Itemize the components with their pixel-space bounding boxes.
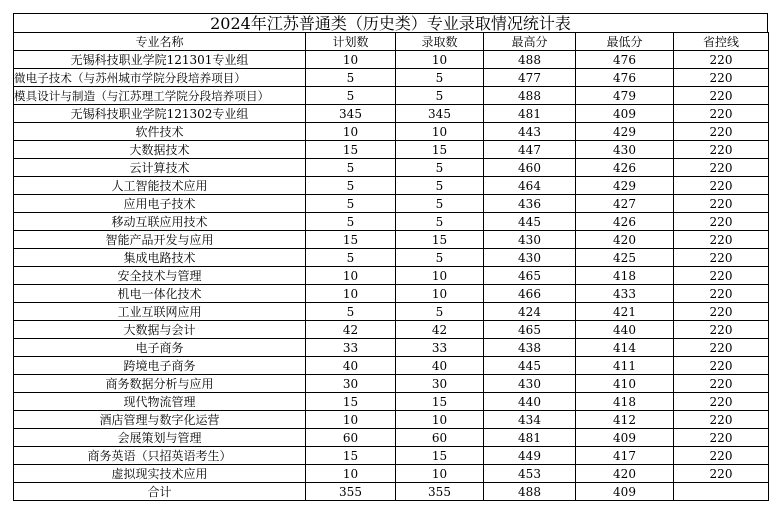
cell-plan: 33 bbox=[306, 339, 396, 357]
cell-major: 应用电子技术 bbox=[14, 195, 306, 213]
table-row bbox=[14, 357, 769, 375]
cell-plan: 355 bbox=[306, 483, 396, 501]
cell-control-line: 220 bbox=[674, 159, 769, 177]
table-row bbox=[14, 339, 769, 357]
cell-admitted: 10 bbox=[396, 267, 484, 285]
cell-max-score: 424 bbox=[484, 303, 576, 321]
cell-min-score: 409 bbox=[576, 483, 674, 501]
cell-admitted: 10 bbox=[396, 465, 484, 483]
cell-min-score: 418 bbox=[576, 267, 674, 285]
table-row bbox=[14, 321, 769, 339]
cell-admitted: 345 bbox=[396, 105, 484, 123]
header-row bbox=[14, 33, 769, 51]
table-row bbox=[14, 393, 769, 411]
cell-admitted: 30 bbox=[396, 375, 484, 393]
cell-min-score: 427 bbox=[576, 195, 674, 213]
cell-major: 酒店管理与数字化运营 bbox=[14, 411, 306, 429]
cell-major: 大数据与会计 bbox=[14, 321, 306, 339]
cell-min-score: 426 bbox=[576, 213, 674, 231]
cell-major: 会展策划与管理 bbox=[14, 429, 306, 447]
stats-sheet bbox=[13, 13, 768, 501]
cell-admitted: 42 bbox=[396, 321, 484, 339]
cell-max-score: 464 bbox=[484, 177, 576, 195]
table-body bbox=[14, 51, 769, 501]
table-row bbox=[14, 87, 769, 105]
sheet-title: 2024年江苏普通类（历史类）专业录取情况统计表 bbox=[13, 13, 768, 32]
header-max-score: 最高分 bbox=[484, 33, 576, 51]
cell-plan: 10 bbox=[306, 285, 396, 303]
cell-admitted: 5 bbox=[396, 195, 484, 213]
cell-major: 机电一体化技术 bbox=[14, 285, 306, 303]
cell-max-score: 481 bbox=[484, 429, 576, 447]
cell-min-score: 479 bbox=[576, 87, 674, 105]
table-row bbox=[14, 69, 769, 87]
cell-plan: 5 bbox=[306, 249, 396, 267]
cell-max-score: 460 bbox=[484, 159, 576, 177]
table-row bbox=[14, 303, 769, 321]
cell-plan: 5 bbox=[306, 159, 396, 177]
cell-max-score: 449 bbox=[484, 447, 576, 465]
table-row bbox=[14, 231, 769, 249]
cell-plan: 5 bbox=[306, 69, 396, 87]
cell-max-score: 440 bbox=[484, 393, 576, 411]
cell-admitted: 15 bbox=[396, 447, 484, 465]
cell-major: 商务数据分析与应用 bbox=[14, 375, 306, 393]
cell-max-score: 443 bbox=[484, 123, 576, 141]
table-row bbox=[14, 411, 769, 429]
header-major: 专业名称 bbox=[14, 33, 306, 51]
table-row bbox=[14, 51, 769, 69]
cell-min-score: 414 bbox=[576, 339, 674, 357]
cell-admitted: 355 bbox=[396, 483, 484, 501]
cell-min-score: 421 bbox=[576, 303, 674, 321]
cell-max-score: 430 bbox=[484, 375, 576, 393]
cell-plan: 5 bbox=[306, 177, 396, 195]
table-row bbox=[14, 249, 769, 267]
cell-admitted: 15 bbox=[396, 141, 484, 159]
cell-admitted: 5 bbox=[396, 159, 484, 177]
cell-major: 人工智能技术应用 bbox=[14, 177, 306, 195]
cell-major: 大数据技术 bbox=[14, 141, 306, 159]
table-row bbox=[14, 177, 769, 195]
table-row bbox=[14, 447, 769, 465]
cell-max-score: 466 bbox=[484, 285, 576, 303]
cell-control-line: 220 bbox=[674, 303, 769, 321]
cell-max-score: 477 bbox=[484, 69, 576, 87]
cell-max-score: 445 bbox=[484, 357, 576, 375]
cell-admitted: 5 bbox=[396, 249, 484, 267]
cell-admitted: 10 bbox=[396, 51, 484, 69]
cell-min-score: 476 bbox=[576, 69, 674, 87]
cell-control-line: 220 bbox=[674, 465, 769, 483]
cell-min-score: 417 bbox=[576, 447, 674, 465]
cell-max-score: 488 bbox=[484, 483, 576, 501]
cell-max-score: 465 bbox=[484, 267, 576, 285]
cell-admitted: 10 bbox=[396, 411, 484, 429]
cell-plan: 15 bbox=[306, 231, 396, 249]
cell-admitted: 5 bbox=[396, 177, 484, 195]
cell-major: 云计算技术 bbox=[14, 159, 306, 177]
table-row bbox=[14, 285, 769, 303]
cell-major: 合计 bbox=[14, 483, 306, 501]
cell-plan: 10 bbox=[306, 123, 396, 141]
cell-control-line: 220 bbox=[674, 69, 769, 87]
table-row bbox=[14, 105, 769, 123]
cell-plan: 15 bbox=[306, 393, 396, 411]
cell-min-score: 409 bbox=[576, 429, 674, 447]
cell-control-line: 220 bbox=[674, 249, 769, 267]
cell-admitted: 33 bbox=[396, 339, 484, 357]
table-row bbox=[14, 123, 769, 141]
cell-min-score: 429 bbox=[576, 177, 674, 195]
cell-min-score: 420 bbox=[576, 231, 674, 249]
table-row bbox=[14, 465, 769, 483]
cell-plan: 5 bbox=[306, 213, 396, 231]
cell-max-score: 465 bbox=[484, 321, 576, 339]
cell-control-line: 220 bbox=[674, 375, 769, 393]
cell-control-line: 220 bbox=[674, 123, 769, 141]
cell-control-line: 220 bbox=[674, 447, 769, 465]
header-plan: 计划数 bbox=[306, 33, 396, 51]
cell-max-score: 434 bbox=[484, 411, 576, 429]
cell-admitted: 60 bbox=[396, 429, 484, 447]
cell-min-score: 410 bbox=[576, 375, 674, 393]
cell-plan: 10 bbox=[306, 51, 396, 69]
cell-plan: 10 bbox=[306, 465, 396, 483]
cell-major: 跨境电子商务 bbox=[14, 357, 306, 375]
cell-plan: 42 bbox=[306, 321, 396, 339]
cell-control-line: 220 bbox=[674, 285, 769, 303]
cell-min-score: 409 bbox=[576, 105, 674, 123]
cell-admitted: 40 bbox=[396, 357, 484, 375]
cell-control-line: 220 bbox=[674, 393, 769, 411]
cell-max-score: 436 bbox=[484, 195, 576, 213]
cell-control-line: 220 bbox=[674, 87, 769, 105]
cell-min-score: 440 bbox=[576, 321, 674, 339]
cell-major: 软件技术 bbox=[14, 123, 306, 141]
header-control-line: 省控线 bbox=[674, 33, 769, 51]
cell-admitted: 5 bbox=[396, 213, 484, 231]
cell-major: 虚拟现实技术应用 bbox=[14, 465, 306, 483]
table-row bbox=[14, 141, 769, 159]
table-row bbox=[14, 159, 769, 177]
cell-major: 移动互联应用技术 bbox=[14, 213, 306, 231]
cell-major: 现代物流管理 bbox=[14, 393, 306, 411]
cell-plan: 30 bbox=[306, 375, 396, 393]
cell-min-score: 476 bbox=[576, 51, 674, 69]
cell-major: 无锡科技职业学院121301专业组 bbox=[14, 51, 306, 69]
cell-control-line: 220 bbox=[674, 177, 769, 195]
cell-max-score: 438 bbox=[484, 339, 576, 357]
cell-plan: 10 bbox=[306, 267, 396, 285]
cell-min-score: 420 bbox=[576, 465, 674, 483]
cell-max-score: 447 bbox=[484, 141, 576, 159]
header-admitted: 录取数 bbox=[396, 33, 484, 51]
cell-control-line: 220 bbox=[674, 51, 769, 69]
cell-plan: 345 bbox=[306, 105, 396, 123]
cell-plan: 5 bbox=[306, 87, 396, 105]
cell-min-score: 412 bbox=[576, 411, 674, 429]
cell-control-line: 220 bbox=[674, 411, 769, 429]
cell-major: 安全技术与管理 bbox=[14, 267, 306, 285]
cell-control-line: 220 bbox=[674, 231, 769, 249]
header-min-score: 最低分 bbox=[576, 33, 674, 51]
table-row bbox=[14, 429, 769, 447]
cell-major: 集成电路技术 bbox=[14, 249, 306, 267]
cell-min-score: 429 bbox=[576, 123, 674, 141]
cell-max-score: 430 bbox=[484, 231, 576, 249]
cell-control-line: 220 bbox=[674, 339, 769, 357]
cell-min-score: 418 bbox=[576, 393, 674, 411]
cell-plan: 15 bbox=[306, 141, 396, 159]
cell-control-line bbox=[674, 483, 769, 501]
cell-major: 工业互联网应用 bbox=[14, 303, 306, 321]
cell-major: 微电子技术（与苏州城市学院分段培养项目） bbox=[14, 69, 306, 87]
cell-major: 无锡科技职业学院121302专业组 bbox=[14, 105, 306, 123]
cell-plan: 5 bbox=[306, 195, 396, 213]
cell-control-line: 220 bbox=[674, 141, 769, 159]
cell-max-score: 445 bbox=[484, 213, 576, 231]
cell-plan: 15 bbox=[306, 447, 396, 465]
cell-max-score: 481 bbox=[484, 105, 576, 123]
total-row bbox=[14, 483, 769, 501]
table-row bbox=[14, 195, 769, 213]
admission-table bbox=[13, 32, 769, 501]
cell-plan: 5 bbox=[306, 303, 396, 321]
table-row bbox=[14, 267, 769, 285]
cell-control-line: 220 bbox=[674, 213, 769, 231]
cell-admitted: 10 bbox=[396, 123, 484, 141]
cell-min-score: 433 bbox=[576, 285, 674, 303]
cell-admitted: 5 bbox=[396, 303, 484, 321]
cell-max-score: 430 bbox=[484, 249, 576, 267]
cell-admitted: 15 bbox=[396, 231, 484, 249]
table-row bbox=[14, 375, 769, 393]
cell-control-line: 220 bbox=[674, 321, 769, 339]
cell-control-line: 220 bbox=[674, 195, 769, 213]
cell-min-score: 425 bbox=[576, 249, 674, 267]
cell-admitted: 5 bbox=[396, 87, 484, 105]
cell-max-score: 453 bbox=[484, 465, 576, 483]
cell-major: 电子商务 bbox=[14, 339, 306, 357]
cell-control-line: 220 bbox=[674, 267, 769, 285]
cell-control-line: 220 bbox=[674, 105, 769, 123]
cell-major: 智能产品开发与应用 bbox=[14, 231, 306, 249]
cell-min-score: 426 bbox=[576, 159, 674, 177]
cell-plan: 40 bbox=[306, 357, 396, 375]
cell-max-score: 488 bbox=[484, 87, 576, 105]
cell-admitted: 10 bbox=[396, 285, 484, 303]
cell-plan: 60 bbox=[306, 429, 396, 447]
table-row bbox=[14, 213, 769, 231]
cell-min-score: 411 bbox=[576, 357, 674, 375]
cell-max-score: 488 bbox=[484, 51, 576, 69]
cell-admitted: 15 bbox=[396, 393, 484, 411]
cell-control-line: 220 bbox=[674, 429, 769, 447]
cell-control-line: 220 bbox=[674, 357, 769, 375]
cell-major: 商务英语（只招英语考生） bbox=[14, 447, 306, 465]
cell-plan: 10 bbox=[306, 411, 396, 429]
cell-major: 模具设计与制造（与江苏理工学院分段培养项目） bbox=[14, 87, 306, 105]
cell-admitted: 5 bbox=[396, 69, 484, 87]
cell-min-score: 430 bbox=[576, 141, 674, 159]
